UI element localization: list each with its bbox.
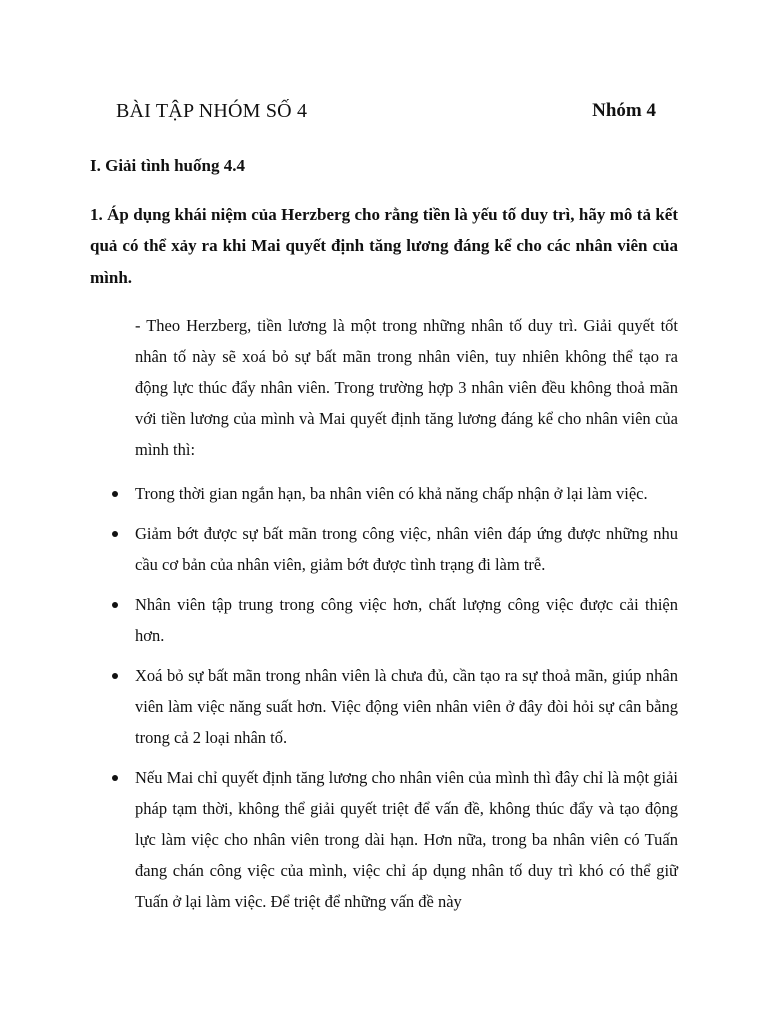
bullet-dot-icon: [112, 531, 118, 537]
bullet-item: [0, 762, 678, 917]
bullet-text: Trong thời gian ngắn hạn, ba nhân viên có khả năng chấp nhận ở lại làm việc.: [135, 484, 648, 503]
bullet-list: [0, 478, 768, 926]
bullet-dot-icon: [112, 673, 118, 679]
bullet-item: [0, 518, 678, 580]
bullet-text: Nhân viên tập trung trong công việc hơn, chất lượng công việc được cải thiện hơn.: [135, 595, 678, 645]
bullet-dot-icon: [112, 491, 118, 497]
bullet-text: Xoá bỏ sự bất mãn trong nhân viên là chưa đủ, cần tạo ra sự thoả mãn, giúp nhân viên làm việc năng suất hơn. Việc động viên nhân viên ở đây đòi hỏi sự cân bằng trong cả 2 loại nhân tố.: [135, 666, 678, 747]
bullet-item: [0, 589, 678, 651]
bullet-dot-icon: [112, 602, 118, 608]
group-label: Nhóm 4: [592, 100, 656, 121]
header-row: [116, 100, 656, 130]
bullet-dot-icon: [112, 775, 118, 781]
intro-paragraph: - Theo Herzberg, tiền lương là một trong những nhân tố duy trì. Giải quyết tốt nhân tố này sẽ xoá bỏ sự bất mãn trong nhân viên, tuy nhiên không thể tạo ra động lực thúc đẩy nhân viên. Trong trường hợp 3 nhân viên đều không thoả mãn với tiền lương của mình và Mai quyết định tăng lương đáng kể cho nhân viên của mình thì:: [135, 316, 678, 459]
document-title: BÀI TẬP NHÓM SỐ 4: [116, 100, 308, 122]
question-paragraph: 1. Áp dụng khái niệm của Herzberg cho rằng tiền là yếu tố duy trì, hãy mô tả kết quả có thể xảy ra khi Mai quyết định tăng lương đáng kể cho các nhân viên của mình.: [90, 205, 678, 287]
section-heading: I. Giải tình huống 4.4: [90, 156, 245, 175]
bullet-text: Nếu Mai chỉ quyết định tăng lương cho nhân viên của mình thì đây chỉ là một giải pháp tạm thời, không thể giải quyết triệt để vấn đề, không thúc đẩy và tạo động lực làm việc cho nhân viên trong dài hạn. Hơn nữa, trong ba nhân viên có Tuấn đang chán công việc của mình, việc chỉ áp dụng nhân tố duy trì khó có thể giữ Tuấn ở lại làm việc. Để triệt để những vấn đề này: [135, 768, 678, 911]
bullet-item: [0, 478, 678, 509]
bullet-item: [0, 660, 678, 753]
bullet-text: Giảm bớt được sự bất mãn trong công việc, nhân viên đáp ứng được những nhu cầu cơ bản của nhân viên, giảm bớt được tình trạng đi làm trễ.: [135, 524, 678, 574]
